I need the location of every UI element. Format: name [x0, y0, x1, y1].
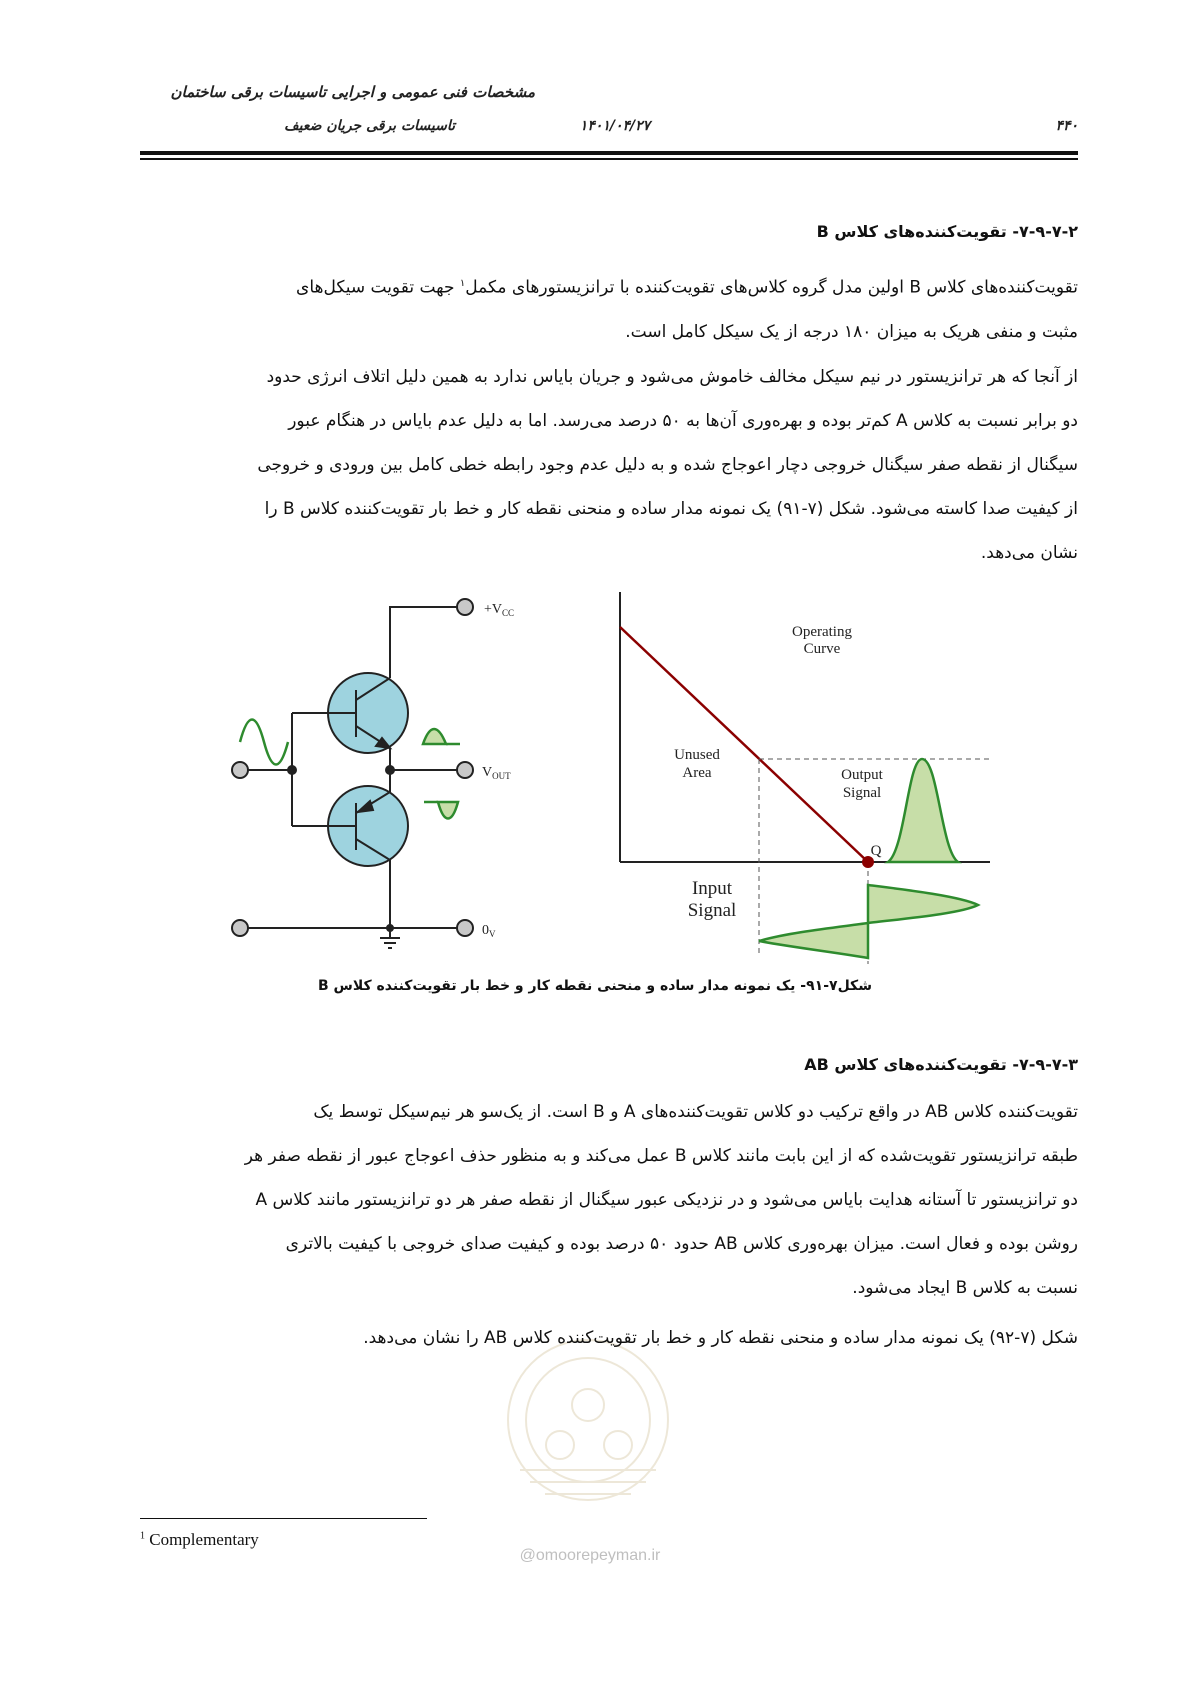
- operating-curve-label-1: Operating: [792, 624, 852, 640]
- paragraph-line: از آنجا که هر ترانزیستور در نیم سیکل مخالف خاموش می‌شود و جریان بایاس ندارد به همین دلیل اتلاف انرژی حدود: [266, 367, 1078, 387]
- push-pull-circuit: [232, 599, 473, 948]
- input-signal-label-1: Input: [691, 878, 733, 899]
- paragraph-line: سیگنال از نقطه صفر سیگنال خروجی دچار اعوجاج شده و به دلیل عدم وجود رابطه خطی کامل بین ورودی و خروجی: [257, 455, 1078, 475]
- upper-half-wave: [423, 729, 446, 744]
- footnote: [140, 1530, 259, 1550]
- input-junction-dot: [288, 766, 296, 774]
- footnote-text: Complementary: [149, 1530, 259, 1549]
- footnote-number: 1: [140, 1530, 145, 1542]
- lower-half-wave: [438, 802, 458, 819]
- paragraph-line: شکل (۷-۹۲) یک نمونه مدار ساده و منحنی نقطه کار و خط بار تقویت‌کننده کلاس AB را نشان می‌دهد.: [363, 1328, 1078, 1348]
- unused-area-label-2: Area: [682, 765, 712, 781]
- vcc-label: $+V_{CC}$: [484, 602, 515, 618]
- paragraph-line: روشن بوده و فعال است. میزان بهره‌وری کلاس AB حدود ۵۰ درصد بوده و کیفیت صدای خروجی با کیفیت بالاتری: [285, 1234, 1078, 1254]
- output-junction-dot: [386, 766, 394, 774]
- section-heading-class-ab: ۷-۹-۷-۳- تقویت‌کننده‌های کلاس AB: [804, 1055, 1078, 1074]
- paragraph-line: تقویت‌کننده کلاس AB در واقع ترکیب دو کلاس تقویت‌کننده‌های A و B است. از یک‌سو هر نیم‌سیکل توسط یک: [313, 1102, 1078, 1122]
- paragraph-class-ab: [140, 1090, 1078, 1310]
- paragraph-class-ab-figure-ref: [140, 1316, 1078, 1360]
- paragraph-line: تقویت‌کننده‌های کلاس B اولین مدل گروه کلاس‌های تقویت‌کننده با ترانزیستورهای مکمل$^۱$ جهت تقویت سیکل‌های: [296, 277, 1078, 298]
- document-date: ۱۴۰۱/۰۴/۲۷: [579, 118, 651, 134]
- zero-volt-label: $0_V$: [482, 923, 496, 939]
- paragraph-line: دو برابر نسبت به کلاس A کم‌تر بوده و بهره‌وری آن‌ها به ۵۰ درصد می‌رسد. اما به دلیل عدم بایاس در هنگام عبور: [288, 411, 1078, 431]
- paragraph-line: نشان می‌دهد.: [980, 543, 1078, 563]
- operating-curve-label-2: Curve: [803, 641, 841, 657]
- document-title: مشخصات فنی عمومی و اجرایی تاسیسات برقی ساختمان: [170, 83, 535, 101]
- vout-label: $V_{OUT}$: [482, 765, 511, 781]
- input-signal-label-2: Signal: [687, 900, 737, 921]
- output-signal-label-1: Output: [841, 767, 883, 783]
- document-subtitle: تاسیسات برقی جریان ضعیف: [284, 118, 455, 134]
- input-signal-wave: [759, 885, 978, 958]
- paragraph-line: از کیفیت صدا کاسته می‌شود. شکل (۷-۹۱) یک نمونه مدار ساده و منحنی نقطه کار و خط بار تقویت‌کننده کلاس B را: [264, 499, 1078, 519]
- zero-volt-left-terminal: [232, 920, 248, 936]
- footnote-reference[interactable]: ۱: [459, 278, 466, 289]
- paragraph-line: دو ترانزیستور تا آستانه هدایت بایاس می‌شود و در نزدیکی عبور سیگنال از نقطه صفر هر دو ترانزیستور مانند کلاس A: [255, 1190, 1078, 1210]
- vout-terminal: [457, 762, 473, 778]
- page-number: ۴۴۰: [1055, 118, 1078, 134]
- watermark-seal: [508, 1340, 668, 1500]
- watermark-text: @omoorepeyman.ir: [519, 1547, 661, 1564]
- section-heading-class-b: ۷-۹-۷-۲- تقویت‌کننده‌های کلاس B: [816, 222, 1078, 241]
- load-line: [620, 627, 868, 862]
- paragraph-line: مثبت و منفی هریک به میزان ۱۸۰ درجه از یک سیکل کامل است.: [625, 321, 1078, 342]
- vcc-terminal: [457, 599, 473, 615]
- footnote-rule: [140, 1518, 427, 1519]
- vcc-wire: [390, 607, 457, 678]
- input-terminal: [232, 762, 248, 778]
- figure-caption: شکل۷-۹۱- یک نمونه مدار ساده و منحنی نقطه کار و خط بار تقویت‌کننده کلاس B: [318, 978, 872, 994]
- zero-volt-terminal: [457, 920, 473, 936]
- output-signal-pulse: [888, 759, 958, 862]
- q-point-label: Q: [870, 843, 882, 859]
- unused-area-label-1: Unused: [674, 747, 720, 763]
- paragraph-line: طبقه ترانزیستور تقویت‌شده که از این بابت مانند کلاس B عمل می‌کند و به منظور حذف اعوجاج عبور از نقطه صفر هر: [244, 1146, 1078, 1166]
- input-sine-wave: [240, 720, 288, 765]
- output-signal-label-2: Signal: [842, 785, 882, 801]
- paragraph-line: نسبت به کلاس B ایجاد می‌شود.: [852, 1278, 1078, 1298]
